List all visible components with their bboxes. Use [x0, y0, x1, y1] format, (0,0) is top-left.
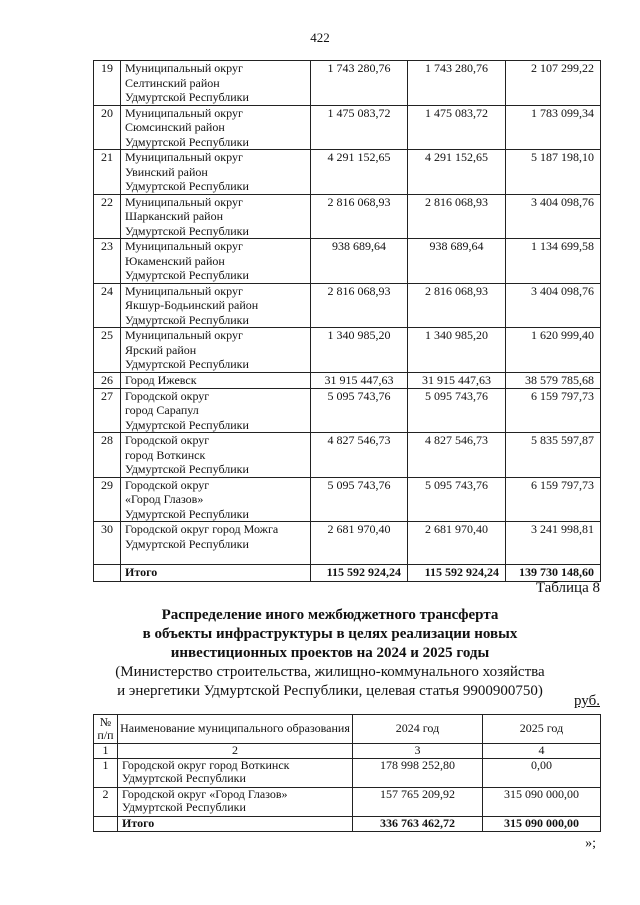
- value-cell: 0,00: [483, 758, 601, 787]
- municipality-name-line: Городской округ город Воткинск: [122, 757, 290, 772]
- value-cell: 31 915 447,63: [311, 372, 408, 388]
- table-row: [94, 522, 601, 565]
- municipality-name-line: Муниципальный округ: [125, 239, 243, 253]
- header-num: № п/п: [94, 715, 118, 744]
- value-cell: 3 404 098,76: [506, 283, 601, 328]
- closing-quote: »;: [585, 836, 596, 851]
- header-row: [94, 715, 601, 744]
- total-value: 336 763 462,72: [353, 816, 483, 831]
- row-number: 27: [94, 388, 121, 433]
- municipality-name-line: Муниципальный округ: [125, 283, 243, 298]
- value-cell: 1 475 083,72: [408, 105, 506, 150]
- municipality-name-line: «Город Глазов»: [125, 492, 204, 506]
- row-number: 29: [94, 477, 121, 522]
- row-number: [94, 565, 121, 582]
- municipality-name-line: город Воткинск: [125, 447, 206, 462]
- value-cell: 5 095 743,76: [311, 388, 408, 433]
- table-row: [94, 372, 601, 388]
- municipality-name-line: Городской округ: [125, 477, 210, 492]
- row-number: [94, 816, 118, 831]
- table-row: [94, 105, 601, 150]
- municipality-name-line: Городской округ: [125, 388, 210, 403]
- municipality-name-line: Якшур-Бодьинский район: [125, 298, 259, 312]
- investment-transfer-table: [93, 714, 601, 832]
- municipality-name-line: Удмуртской Республики: [125, 357, 249, 371]
- municipality-name-line: Городской округ «Город Глазов»: [122, 786, 288, 801]
- value-cell: 6 159 797,73: [506, 388, 601, 433]
- municipality-name-line: Муниципальный округ: [125, 194, 243, 209]
- index-row: [94, 744, 601, 759]
- municipality-name-line: Удмуртской Республики: [125, 223, 249, 238]
- page-number: 422: [310, 30, 330, 45]
- municipality-name-line: Муниципальный округ: [125, 150, 243, 164]
- header-name: Наименование муниципального образования: [118, 715, 353, 744]
- value-cell: 1 134 699,58: [506, 239, 601, 284]
- value-cell: 4 291 152,65: [408, 150, 506, 195]
- value-cell: 6 159 797,73: [506, 477, 601, 522]
- table-row: [94, 194, 601, 239]
- total-label: Итого: [121, 565, 311, 582]
- table-row: [94, 239, 601, 284]
- row-number: 28: [94, 433, 121, 478]
- municipality-name-line: Удмуртской Республики: [125, 462, 249, 476]
- municipality-name-line: Ярский район: [125, 342, 197, 357]
- header-2024: 2024 год: [353, 715, 483, 744]
- municipality-name: [121, 388, 311, 433]
- row-number: 23: [94, 239, 121, 284]
- municipality-name: [118, 787, 353, 816]
- index-cell: 4: [483, 744, 601, 759]
- value-cell: 315 090 000,00: [483, 787, 601, 816]
- municipality-name: [121, 239, 311, 284]
- value-cell: 4 827 546,73: [311, 433, 408, 478]
- municipality-name-line: Удмуртской Республики: [122, 771, 246, 785]
- row-number: 30: [94, 522, 121, 565]
- row-number: 25: [94, 328, 121, 373]
- value-cell: 2 816 068,93: [311, 283, 408, 328]
- municipality-name: [121, 283, 311, 328]
- value-cell: 2 107 299,22: [506, 61, 601, 106]
- municipality-name: [121, 328, 311, 373]
- municipality-name-line: Удмуртской Республики: [125, 134, 249, 149]
- table-row: [94, 388, 601, 433]
- row-number: 20: [94, 105, 121, 150]
- index-cell: 2: [118, 744, 353, 759]
- municipality-name-line: Удмуртской Республики: [122, 800, 246, 814]
- value-cell: 938 689,64: [408, 239, 506, 284]
- index-cell: 3: [353, 744, 483, 759]
- municipality-name: [121, 477, 311, 522]
- municipality-name-line: Сюмсинский район: [125, 120, 225, 134]
- municipality-name-line: Юкаменский район: [125, 253, 225, 268]
- municipality-name: [121, 433, 311, 478]
- row-number: 1: [94, 758, 118, 787]
- total-label: Итого: [118, 816, 353, 831]
- table-row: [94, 150, 601, 195]
- municipality-name: [121, 372, 311, 388]
- title-line: инвестиционных проектов на 2024 и 2025 годы: [170, 645, 490, 661]
- table-row: [94, 328, 601, 373]
- value-cell: 5 095 743,76: [408, 388, 506, 433]
- municipality-name-line: Шарканский район: [125, 209, 223, 223]
- row-number: 2: [94, 787, 118, 816]
- municipality-name-line: Увинский район: [125, 164, 208, 179]
- municipality-name-line: Муниципальный округ: [125, 328, 243, 342]
- row-number: 19: [94, 61, 121, 106]
- municipality-name-line: Муниципальный округ: [125, 105, 243, 120]
- index-cell: 1: [94, 744, 118, 759]
- total-value: 139 730 148,60: [506, 565, 601, 582]
- row-number: 21: [94, 150, 121, 195]
- title-line: Распределение иного межбюджетного трансферта: [161, 607, 499, 623]
- total-row: [94, 565, 601, 582]
- value-cell: 5 187 198,10: [506, 150, 601, 195]
- value-cell: 2 681 970,40: [311, 522, 408, 565]
- value-cell: 1 620 999,40: [506, 328, 601, 373]
- municipality-name-line: Город Ижевск: [125, 372, 197, 387]
- value-cell: 5 835 597,87: [506, 433, 601, 478]
- value-cell: 31 915 447,63: [408, 372, 506, 388]
- value-cell: 38 579 785,68: [506, 372, 601, 388]
- municipality-name-line: Удмуртской Республики: [125, 179, 249, 193]
- value-cell: 1 340 985,20: [408, 328, 506, 373]
- municipality-name-line: Удмуртской Республики: [125, 312, 249, 327]
- municipality-name: [121, 61, 311, 106]
- value-cell: 5 095 743,76: [408, 477, 506, 522]
- table-caption: Таблица 8: [535, 580, 600, 596]
- total-value: 115 592 924,24: [408, 565, 506, 582]
- row-number: 22: [94, 194, 121, 239]
- table-row: [94, 283, 601, 328]
- value-cell: 1 340 985,20: [311, 328, 408, 373]
- municipality-name-line: Городской округ: [125, 433, 210, 447]
- table-row: [94, 477, 601, 522]
- municipality-name-line: Удмуртской Республики: [125, 90, 249, 104]
- municipality-name-line: Удмуртской Республики: [125, 536, 249, 551]
- subtitle-line: и энергетики Удмуртской Республики, целевая статья 9900900750): [117, 683, 543, 699]
- municipality-name: [118, 758, 353, 787]
- municipality-name: [121, 105, 311, 150]
- municipal-allocation-table: [93, 60, 601, 582]
- value-cell: 1 743 280,76: [311, 61, 408, 106]
- municipality-name-line: Городской округ город Можга: [125, 522, 279, 536]
- row-number: 24: [94, 283, 121, 328]
- municipality-name-line: Удмуртской Республики: [125, 417, 249, 432]
- value-cell: 2 816 068,93: [408, 194, 506, 239]
- municipality-name: [121, 150, 311, 195]
- value-cell: 5 095 743,76: [311, 477, 408, 522]
- municipality-name-line: Селтинский район: [125, 75, 220, 90]
- subtitle-line: (Министерство строительства, жилищно-коммунального хозяйства: [115, 664, 545, 680]
- unit-label: руб.: [574, 693, 600, 709]
- value-cell: 2 681 970,40: [408, 522, 506, 565]
- value-cell: 157 765 209,92: [353, 787, 483, 816]
- value-cell: 1 743 280,76: [408, 61, 506, 106]
- total-value: 315 090 000,00: [483, 816, 601, 831]
- row-number: 26: [94, 372, 121, 388]
- value-cell: 2 816 068,93: [408, 283, 506, 328]
- table-row: [94, 61, 601, 106]
- value-cell: 4 291 152,65: [311, 150, 408, 195]
- table-row: [94, 433, 601, 478]
- total-value: 115 592 924,24: [311, 565, 408, 582]
- title-line: в объекты инфраструктуры в целях реализации новых: [142, 626, 518, 642]
- header-2025: 2025 год: [483, 715, 601, 744]
- value-cell: 4 827 546,73: [408, 433, 506, 478]
- municipality-name-line: город Сарапул: [125, 403, 199, 417]
- table-row: [94, 787, 601, 816]
- value-cell: 938 689,64: [311, 239, 408, 284]
- table-row: [94, 758, 601, 787]
- municipality-name: [121, 522, 311, 565]
- value-cell: 1 475 083,72: [311, 105, 408, 150]
- value-cell: 2 816 068,93: [311, 194, 408, 239]
- total-row: [94, 816, 601, 831]
- table-title: [100, 606, 560, 701]
- value-cell: 178 998 252,80: [353, 758, 483, 787]
- value-cell: 1 783 099,34: [506, 105, 601, 150]
- municipality-name-line: Муниципальный округ: [125, 61, 243, 75]
- municipality-name: [121, 194, 311, 239]
- municipality-name-line: Удмуртской Республики: [125, 506, 249, 521]
- value-cell: 3 404 098,76: [506, 194, 601, 239]
- value-cell: 3 241 998,81: [506, 522, 601, 565]
- municipality-name-line: Удмуртской Республики: [125, 268, 249, 282]
